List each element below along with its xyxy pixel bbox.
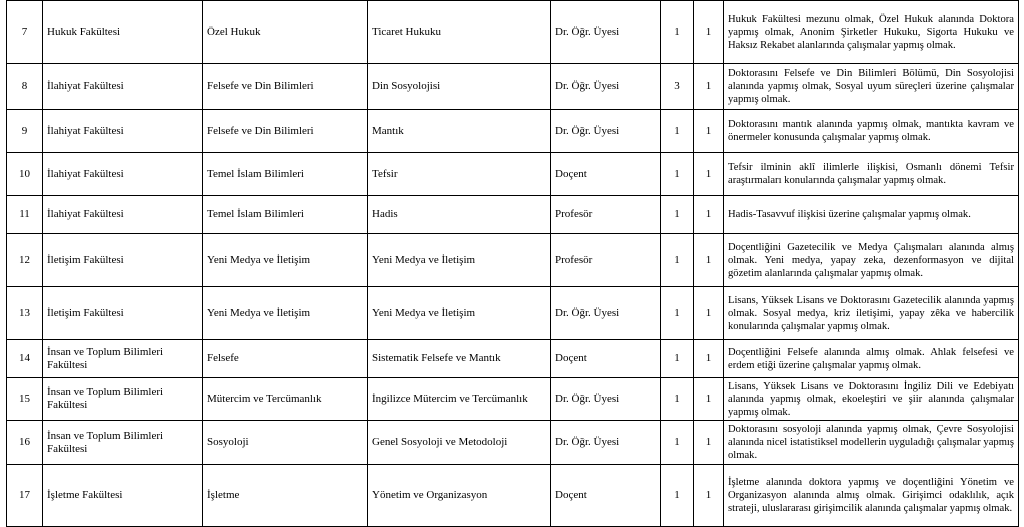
department-cell: Felsefe ve Din Bilimleri <box>203 110 368 153</box>
table-row <box>7 153 1019 196</box>
requirements-cell: Lisans, Yüksek Lisans ve Doktorasını Gazetecilik alanında yapmış olmak. Sosyal medya, kriz iletişimi, yapay zêka ve habercilik konularında çalışmalar yapmış olmak. <box>724 287 1019 340</box>
second-count-cell: 1 <box>694 378 724 421</box>
table-row <box>7 196 1019 234</box>
academic-title-cell: Profesör <box>551 234 661 287</box>
program-cell: Din Sosyolojisi <box>368 64 551 110</box>
row-number: 12 <box>7 234 43 287</box>
department-cell: Sosyoloji <box>203 421 368 465</box>
academic-title-cell: Doçent <box>551 465 661 527</box>
academic-title-cell: Dr. Öğr. Üyesi <box>551 287 661 340</box>
table-row <box>7 287 1019 340</box>
program-cell: Yeni Medya ve İletişim <box>368 287 551 340</box>
department-cell: Felsefe <box>203 340 368 378</box>
requirements-cell: Tefsir ilminin aklî ilimlerle ilişkisi, Osmanlı dönemi Tefsir araştırmaları konularında çalışmalar yapmış olmak. <box>724 153 1019 196</box>
faculty-cell: İnsan ve Toplum Bilimleri Fakültesi <box>43 340 203 378</box>
second-count-cell: 1 <box>694 234 724 287</box>
second-count-cell: 1 <box>694 1 724 64</box>
faculty-cell: İlahiyat Fakültesi <box>43 196 203 234</box>
requirements-cell: Hadis-Tasavvuf ilişkisi üzerine çalışmalar yapmış olmak. <box>724 196 1019 234</box>
table-row <box>7 110 1019 153</box>
second-count-cell: 1 <box>694 340 724 378</box>
position-count-cell: 1 <box>661 287 694 340</box>
row-number: 10 <box>7 153 43 196</box>
row-number: 13 <box>7 287 43 340</box>
table-row <box>7 378 1019 421</box>
program-cell: Mantık <box>368 110 551 153</box>
academic-title-cell: Dr. Öğr. Üyesi <box>551 110 661 153</box>
faculty-cell: İlahiyat Fakültesi <box>43 64 203 110</box>
second-count-cell: 1 <box>694 64 724 110</box>
faculty-cell: İlahiyat Fakültesi <box>43 110 203 153</box>
second-count-cell: 1 <box>694 421 724 465</box>
program-cell: Ticaret Hukuku <box>368 1 551 64</box>
row-number: 7 <box>7 1 43 64</box>
table-body <box>7 1 1019 527</box>
position-count-cell: 1 <box>661 110 694 153</box>
second-count-cell: 1 <box>694 153 724 196</box>
position-count-cell: 1 <box>661 378 694 421</box>
program-cell: Sistematik Felsefe ve Mantık <box>368 340 551 378</box>
position-count-cell: 3 <box>661 64 694 110</box>
second-count-cell: 1 <box>694 110 724 153</box>
requirements-cell: Doçentliğini Felsefe alanında almış olmak. Ahlak felsefesi ve erdem etiği üzerine çalışmalar yapmış olmak. <box>724 340 1019 378</box>
second-count-cell: 1 <box>694 196 724 234</box>
program-cell: Yeni Medya ve İletişim <box>368 234 551 287</box>
department-cell: Temel İslam Bilimleri <box>203 153 368 196</box>
department-cell: Özel Hukuk <box>203 1 368 64</box>
department-cell: Felsefe ve Din Bilimleri <box>203 64 368 110</box>
faculty-cell: İnsan ve Toplum Bilimleri Fakültesi <box>43 421 203 465</box>
department-cell: Yeni Medya ve İletişim <box>203 234 368 287</box>
requirements-cell: Doktorasını Felsefe ve Din Bilimleri Bölümü, Din Sosyolojisi alanında yapmış olmak, Sosyal uyum süreçleri üzerine çalışmalar yapmış olmak. <box>724 64 1019 110</box>
department-cell: Yeni Medya ve İletişim <box>203 287 368 340</box>
faculty-cell: Hukuk Fakültesi <box>43 1 203 64</box>
position-count-cell: 1 <box>661 421 694 465</box>
row-number: 11 <box>7 196 43 234</box>
program-cell: Genel Sosyoloji ve Metodoloji <box>368 421 551 465</box>
table-row <box>7 1 1019 64</box>
position-count-cell: 1 <box>661 465 694 527</box>
program-cell: Tefsir <box>368 153 551 196</box>
faculty-cell: İşletme Fakültesi <box>43 465 203 527</box>
program-cell: İngilizce Mütercim ve Tercümanlık <box>368 378 551 421</box>
faculty-cell: İletişim Fakültesi <box>43 287 203 340</box>
requirements-cell: İşletme alanında doktora yapmış ve doçentliğini Yönetim ve Organizasyon alanında almış olmak. Girişimci odaklılık, açık strateji, uluslararası girişimcilik alanında çalışmalar yapmış olmak. <box>724 465 1019 527</box>
position-count-cell: 1 <box>661 1 694 64</box>
academic-title-cell: Dr. Öğr. Üyesi <box>551 378 661 421</box>
position-count-cell: 1 <box>661 196 694 234</box>
department-cell: İşletme <box>203 465 368 527</box>
requirements-cell: Lisans, Yüksek Lisans ve Doktorasını İngiliz Dili ve Edebiyatı alanında yapmış olmak, ekoeleştiri ve şiir alanında çalışmalar yapmış olmak. <box>724 378 1019 421</box>
program-cell: Yönetim ve Organizasyon <box>368 465 551 527</box>
faculty-cell: İnsan ve Toplum Bilimleri Fakültesi <box>43 378 203 421</box>
row-number: 14 <box>7 340 43 378</box>
second-count-cell: 1 <box>694 465 724 527</box>
academic-title-cell: Doçent <box>551 153 661 196</box>
position-count-cell: 1 <box>661 234 694 287</box>
position-count-cell: 1 <box>661 340 694 378</box>
faculty-cell: İlahiyat Fakültesi <box>43 153 203 196</box>
second-count-cell: 1 <box>694 287 724 340</box>
academic-title-cell: Profesör <box>551 196 661 234</box>
row-number: 16 <box>7 421 43 465</box>
academic-title-cell: Dr. Öğr. Üyesi <box>551 421 661 465</box>
department-cell: Temel İslam Bilimleri <box>203 196 368 234</box>
table-row <box>7 64 1019 110</box>
row-number: 8 <box>7 64 43 110</box>
row-number: 15 <box>7 378 43 421</box>
academic-title-cell: Doçent <box>551 340 661 378</box>
requirements-cell: Doktorasını sosyoloji alanında yapmış olmak, Çevre Sosyolojisi alanında nicel istatistiksel modellerin uyguladığı çalışmalar yapmış olmak. <box>724 421 1019 465</box>
row-number: 9 <box>7 110 43 153</box>
row-number: 17 <box>7 465 43 527</box>
position-count-cell: 1 <box>661 153 694 196</box>
department-cell: Mütercim ve Tercümanlık <box>203 378 368 421</box>
program-cell: Hadis <box>368 196 551 234</box>
table-row <box>7 234 1019 287</box>
academic-title-cell: Dr. Öğr. Üyesi <box>551 1 661 64</box>
table-row <box>7 465 1019 527</box>
positions-table <box>6 0 1019 527</box>
table-row <box>7 340 1019 378</box>
academic-title-cell: Dr. Öğr. Üyesi <box>551 64 661 110</box>
requirements-cell: Doktorasını mantık alanında yapmış olmak, mantıkta kavram ve önermeler konusunda çalışmalar yapmış olmak. <box>724 110 1019 153</box>
faculty-cell: İletişim Fakültesi <box>43 234 203 287</box>
requirements-cell: Doçentliğini Gazetecilik ve Medya Çalışmaları alanında almış olmak. Yeni medya, yapay zeka, dezenformasyon ve dijital gözetim alanlarında çalışmalar yapmış olmak. <box>724 234 1019 287</box>
table-row <box>7 421 1019 465</box>
requirements-cell: Hukuk Fakültesi mezunu olmak, Özel Hukuk alanında Doktora yapmış olmak, Anonim Şirketler Hukuku, Sigorta Hukuku ve Haksız Rekabet alanlarında çalışmalar yapmış olmak. <box>724 1 1019 64</box>
